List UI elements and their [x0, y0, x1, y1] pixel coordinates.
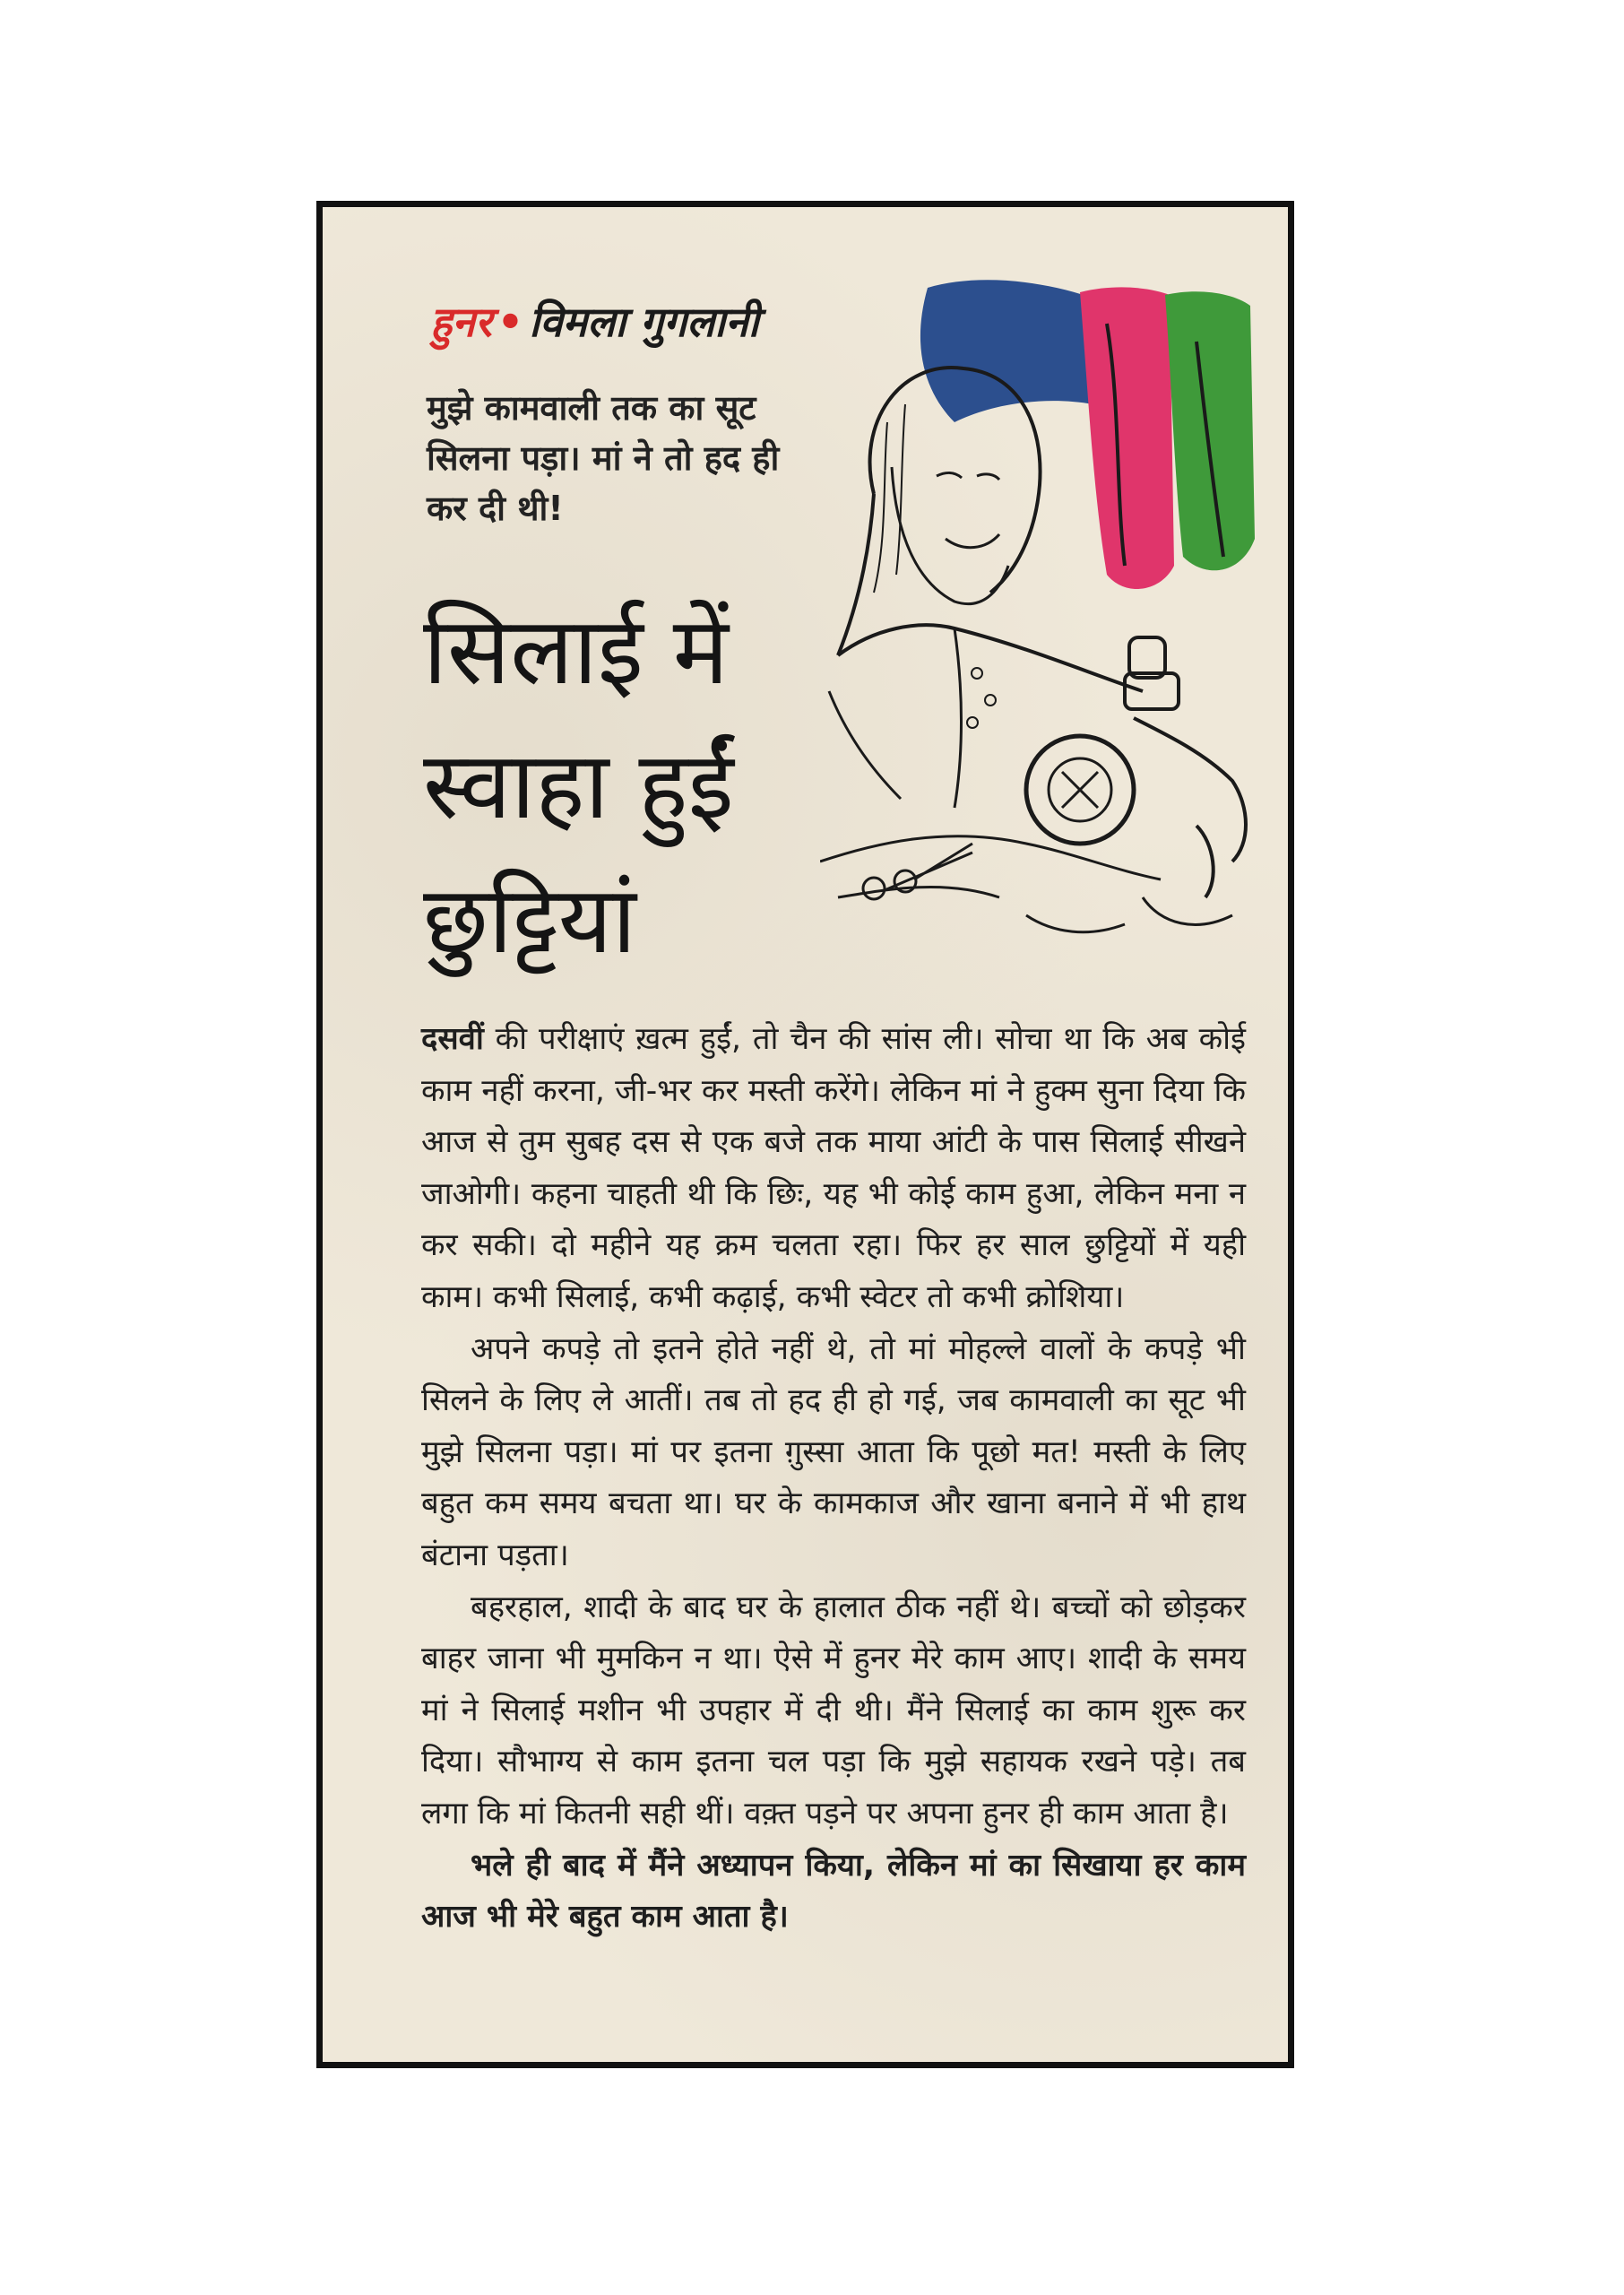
- newspaper-clipping: [316, 201, 1294, 2068]
- green-fabric: [1165, 291, 1255, 570]
- paragraph-4: भले ही बाद में मैंने अध्यापन किया, लेकिन मां का सिखाया हर काम आज भी मेरे बहुत काम आता है।: [421, 1847, 1246, 1936]
- sewing-illustration: [820, 270, 1268, 978]
- lead-word: दसवीं: [421, 1021, 484, 1057]
- subheading: मुझे कामवाली तक का सूट सिलना पड़ा। मां ने तो हद ही कर दी थी!: [427, 388, 780, 528]
- paragraph-2: अपने कपड़े तो इतने होते नहीं थे, तो मां मोहल्ले वालों के कपड़े भी सिलने के लिए ले आतीं। तब तो हद ही हो गई, जब कामवाली का सूट भी मुझे सिलना पड़ा। मां पर इतना ग़ुस्सा आता कि पूछो मत! मस्ती के लिए बहुत कम समय बचता था। घर के कामकाज और खाना बनाने में भी हाथ बंटाना पड़ता।: [421, 1330, 1246, 1573]
- paragraph-3: बहरहाल, शादी के बाद घर के हालात ठीक नहीं थे। बच्चों को छोड़कर बाहर जाना भी मुमकिन न था। ऐसे में हुनर मेरे काम आए। शादी के समय मां ने सिलाई मशीन भी उपहार में दी थी। मैंने सिलाई का काम शुरू कर दिया। सौभाग्य से काम इतना चल पड़ा कि मुझे सहायक रखने पड़े। तब लगा कि मां कितनी सही थीं। वक़्त पड़ने पर अपना हुनर ही काम आता है।: [421, 1589, 1246, 1832]
- paragraph-1-text: की परीक्षाएं ख़त्म हुईं, तो चैन की सांस ली। सोचा था कि अब कोई काम नहीं करना, जी-भर कर मस्ती करेंगे। लेकिन मां ने हुक्म सुना दिया कि आज से तुम सुबह दस से एक बजे तक माया आंटी के पास सिलाई सीखने जाओगी। कहना चाहती थी कि छिः, यह भी कोई काम हुआ, लेकिन मना न कर सकी। दो महीने यह क्रम चलता रहा। फिर हर साल छुट्टियों में यही काम। कभी सिलाई, कभी कढ़ाई, कभी स्वेटर तो कभी क्रोशिया।: [421, 1021, 1246, 1315]
- section-tag: हुनर: [430, 298, 492, 346]
- blue-fabric: [920, 280, 1093, 422]
- article-body: [421, 1014, 1246, 1944]
- headline: सिलाई में स्वाहा हुईं छुट्टियां: [423, 596, 734, 974]
- byline-separator: •: [497, 298, 524, 346]
- byline: [430, 293, 759, 349]
- pink-fabric: [1080, 287, 1174, 589]
- paragraph-1: [421, 1014, 1246, 1324]
- author-name: विमला गुगलानी: [529, 298, 759, 346]
